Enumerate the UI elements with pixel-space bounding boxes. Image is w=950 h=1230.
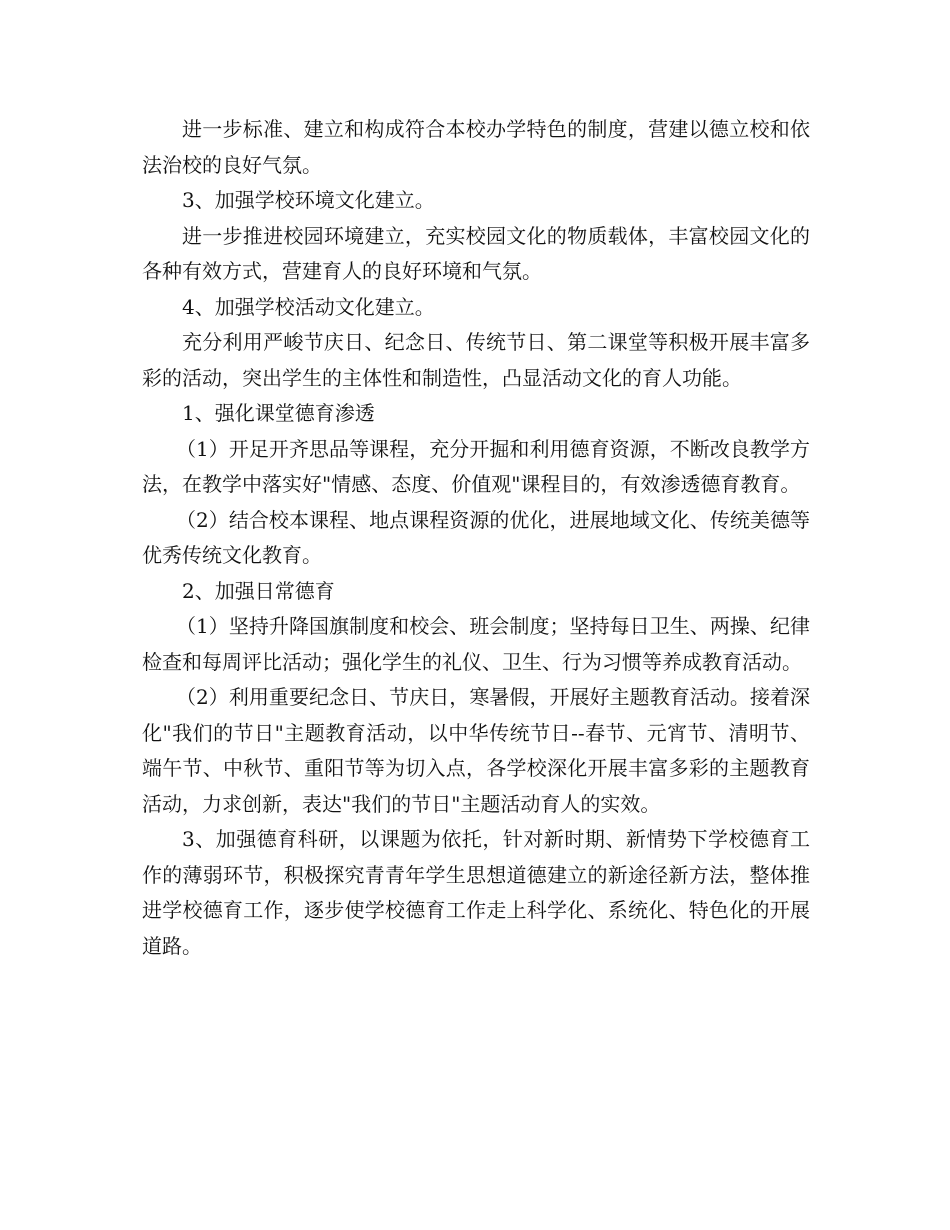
list-item: （1）坚持升降国旗制度和校会、班会制度；坚持每日卫生、两操、纪律检查和每周评比活动；强化学生的礼仪、卫生、行为习惯等养成教育活动。 [142,614,810,674]
list-item: （2）利用重要纪念日、节庆日，寒暑假，开展好主题教育活动。接着深化"我们的节日"主题教育活动，以中华传统节日--春节、元宵节、清明节、端午节、中秋节、重阳节等为切入点，各学校深化开展丰富多彩的主题教育活动，力求创新，表达"我们的节日"主题活动育人的实效。 [142,685,810,816]
section-heading: 1、强化课堂德育渗透 [182,401,375,425]
section-heading: 4、加强学校活动文化建立。 [182,294,435,319]
paragraph: 进一步标准、建立和构成符合本校办学特色的制度，营建以德立校和依法治校的良好气氛。 [142,117,810,177]
paragraph: 3、加强德育科研，以课题为依托，针对新时期、新情势下学校德育工作的薄弱环节，积极探究青青年学生思想道德建立的新途径新方法，整体推进学校德育工作，逐步使学校德育工作走上科学化、系统化、特色化的开展道路。 [142,827,810,958]
list-item: （2）结合校本课程、地点课程资源的优化，进展地域文化、传统美德等优秀传统文化教育。 [142,507,810,567]
list-item: （1）开足开齐思品等课程，充分开掘和利用德育资源，不断改良教学方法，在教学中落实好"情感、态度、价值观"课程目的，有效渗透德育教育。 [142,436,810,496]
paragraph: 充分利用严峻节庆日、纪念日、传统节日、第二课堂等积极开展丰富多彩的活动，突出学生的主体性和制造性，凸显活动文化的育人功能。 [142,330,810,390]
section-heading: 2、加强日常德育 [182,578,335,603]
paragraph: 进一步推进校园环境建立，充实校园文化的物质载体，丰富校园文化的各种有效方式，营建育人的良好环境和气氛。 [142,223,810,283]
document-body [142,112,810,964]
section-heading: 3、加强学校环境文化建立。 [182,188,435,212]
